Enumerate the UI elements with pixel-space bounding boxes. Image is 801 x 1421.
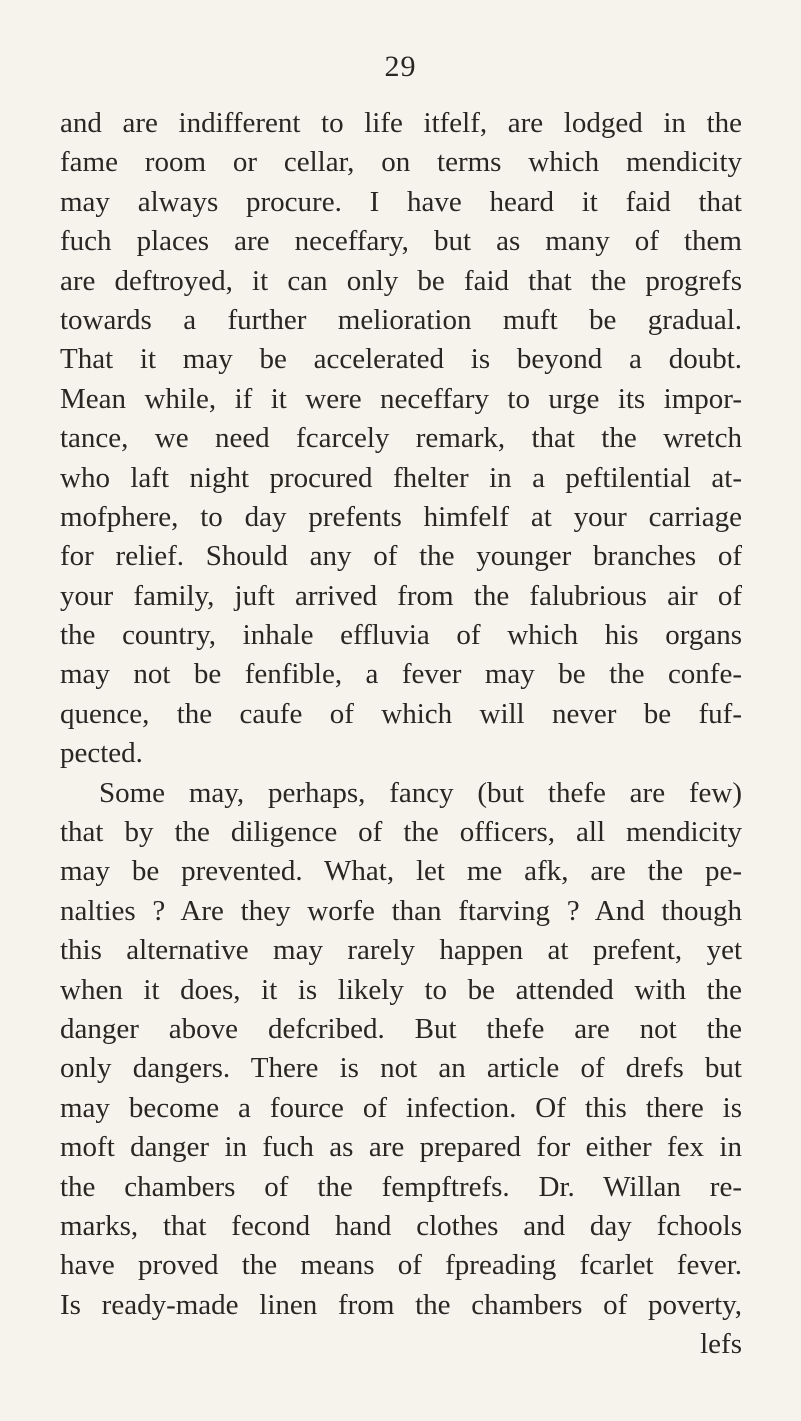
text-line: are deftroyed, it can only be faid that the progrefs [60,264,742,297]
text-line: mofphere, to day prefents himfelf at your carriage [60,500,742,533]
text-line: towards a further melioration muft be gradual. [60,303,742,336]
text-line: marks, that fecond hand clothes and day fchools [60,1209,742,1242]
text-line: when it does, it is likely to be attended with the [60,973,742,1006]
text-line: tance, we need fcarcely remark, that the wretch [60,422,742,455]
text-line: That it may be accelerated is beyond a doubt. [60,343,742,376]
text-line: may not be fenfible, a fever may be the confe- [60,658,742,691]
text-line: nalties ? Are they worfe than ftarving ? And though [60,894,742,927]
text-line: who laft night procured fhelter in a peftilential at- [60,461,742,494]
text-line: the chambers of the fempftrefs. Dr. Willan re- [60,1170,742,1203]
text-line: may become a fource of infection. Of this there is [60,1091,742,1124]
text-line: may always procure. I have heard it faid that [60,185,742,218]
text-line: have proved the means of fpreading fcarlet fever. [60,1249,742,1282]
text-line: your family, juft arrived from the falubrious air of [60,579,742,612]
paragraph-start-line: Some may, perhaps, fancy (but thefe are few) [99,776,742,809]
page-number: 29 [384,50,417,83]
text-line: quence, the caufe of which will never be fuf- [60,697,742,730]
text-line: that by the diligence of the officers, all mendicity [60,816,742,849]
text-line: moft danger in fuch as are prepared for either fex in [60,1131,742,1164]
catchword: lefs [700,1328,742,1361]
text-line: only dangers. There is not an article of drefs but [60,1052,742,1085]
body-text [60,104,742,1365]
text-line: Is ready-made linen from the chambers of poverty, [60,1288,742,1321]
text-line: and are indifferent to life itfelf, are lodged in the [60,107,742,139]
text-line: danger above defcribed. But thefe are not the [60,1012,742,1045]
text-line: fame room or cellar, on terms which mendicity [60,146,742,179]
paragraph-end-line: pected. [60,737,143,770]
text-line: Mean while, if it were neceffary to urge its impor- [60,382,742,415]
text-line: fuch places are neceffary, but as many of them [60,225,742,258]
text-line: the country, inhale effluvia of which his organs [60,619,742,652]
text-line: for relief. Should any of the younger branches of [60,540,742,573]
text-line: this alternative may rarely happen at prefent, yet [60,934,742,967]
text-line: may be prevented. What, let me afk, are the pe- [60,855,742,888]
